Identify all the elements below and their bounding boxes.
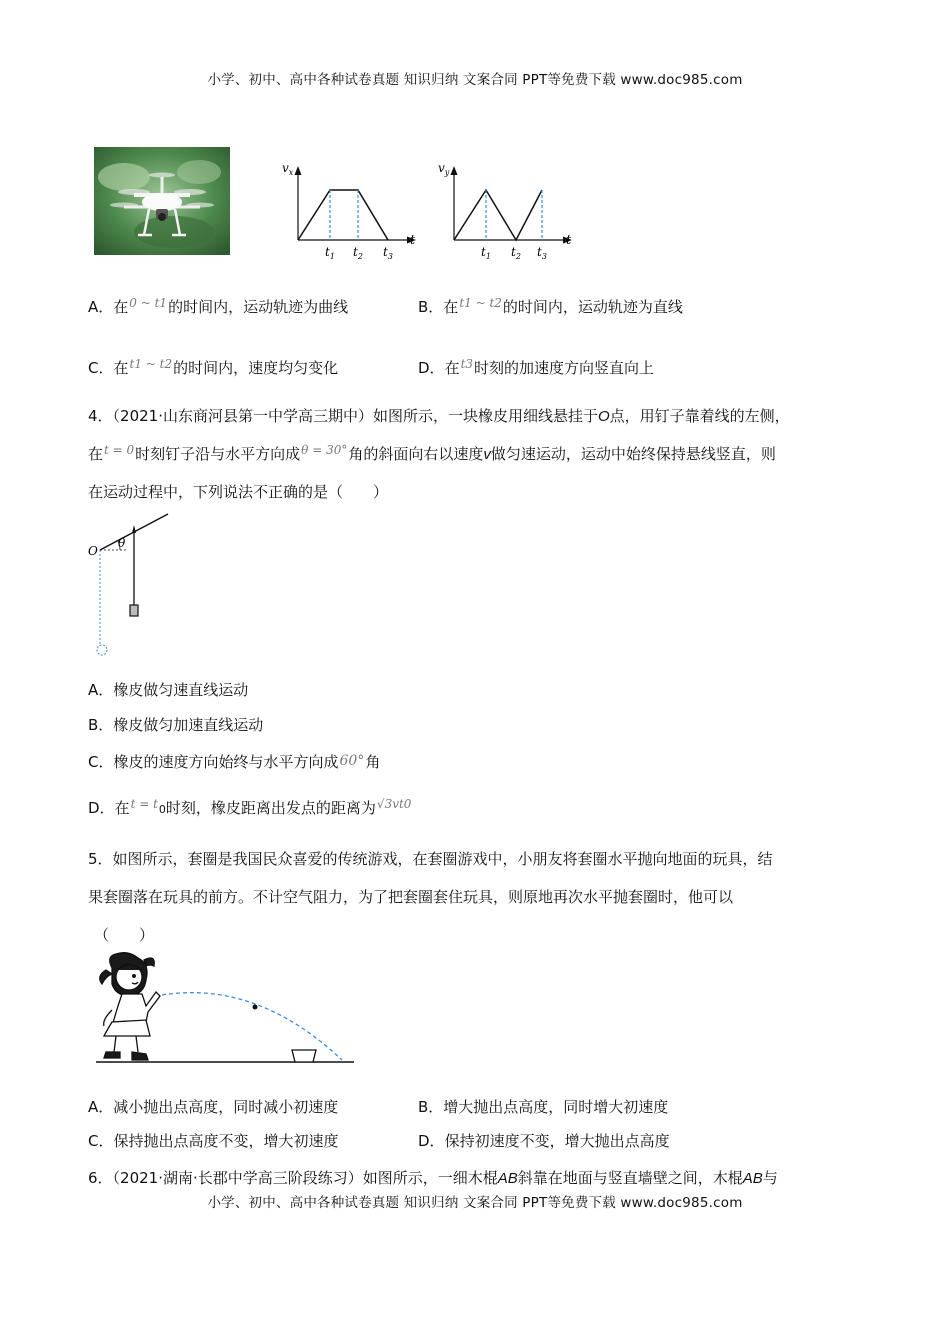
o-label: O	[88, 544, 98, 558]
t-axis-label: t	[566, 233, 572, 248]
ring-dot	[253, 1005, 258, 1010]
vx-label: $v_x$	[282, 161, 294, 177]
q4-stem-line2: 在$^{t = 0}$时刻钉子沿与水平方向成$^{\theta = 30^\circ}$角的斜面向右以速度v做匀速运动，运动中始终保持悬线竖直，则	[88, 443, 776, 463]
q4-option-d: D．在$^{t = t}$0时刻，橡皮距离出发点的距离为$^{√3vt0}$	[88, 797, 412, 817]
svg-text:t2: $t_2$	[353, 245, 363, 261]
page-footer: 小学、初中、高中各种试卷真题 知识归纳 文案合同 PPT等免费下载 www.doc985.com	[207, 1195, 743, 1211]
q4-stem-line1: 4．（2021·山东商河县第一中学高三期中）如图所示，一块橡皮用细线悬挂于O点，用钉子靠着线的左侧，	[88, 407, 790, 425]
svg-text:t3: $t_3$	[537, 245, 547, 261]
q5-option-c: C．保持抛出点高度不变，增大初速度	[88, 1132, 339, 1150]
page-header: 小学、初中、高中各种试卷真题 知识归纳 文案合同 PPT等免费下载 www.doc985.com	[207, 72, 743, 88]
vy-label: $v_y$	[438, 161, 450, 177]
svg-text:t2: $t_2$	[511, 245, 521, 261]
theta-label: θ	[118, 536, 126, 550]
q3-option-d: D．在$^{t3}$时刻的加速度方向竖直向上	[418, 357, 655, 377]
q4-option-b: B．橡皮做匀加速直线运动	[88, 716, 264, 734]
girl-illustration	[100, 953, 160, 1060]
q3-option-b: B．在$^{t1 \sim t2}$的时间内，运动轨迹为直线	[418, 296, 683, 316]
q4-figure	[86, 510, 176, 664]
q4-option-a: A．橡皮做匀速直线运动	[88, 681, 249, 699]
q3-option-a: A．在$^{0 \sim t1}$的时间内，运动轨迹为曲线	[88, 296, 349, 316]
drone-photo	[94, 147, 230, 255]
vx-curve	[298, 190, 388, 240]
q4-option-c: C．橡皮的速度方向始终与水平方向成60°角	[88, 753, 381, 771]
t-axis-label: t	[410, 233, 416, 248]
q5-figure	[92, 950, 357, 1069]
q6-stem-line1: 6．（2021·湖南·长郡中学高三阶段练习）如图所示，一细木棍AB斜靠在地面与竖直墙壁之间，木棍AB与	[88, 1169, 778, 1187]
q5-option-d: D．保持初速度不变，增大抛出点高度	[418, 1132, 670, 1150]
vx-t-graph	[278, 156, 418, 265]
svg-text:t1: $t_1$	[325, 245, 335, 261]
eraser	[130, 605, 138, 616]
q4-stem-line3: 在运动过程中，下列说法不正确的是（ ）	[88, 483, 389, 501]
q5-stem-line2: 果套圈落在玩具的前方。不计空气阻力，为了把套圈套住玩具，则原地再次水平抛套圈时，他可以	[88, 888, 734, 906]
nail	[132, 525, 136, 533]
svg-text:t3: $t_3$	[383, 245, 393, 261]
q5-stem-line3: （ ）	[94, 926, 155, 944]
q5-option-a: A．减小抛出点高度，同时减小初速度	[88, 1098, 339, 1116]
vy-curve	[454, 190, 542, 240]
vy-t-graph	[434, 156, 579, 265]
svg-text:t1: $t_1$	[481, 245, 491, 261]
q3-option-c: C．在$^{t1 \sim t2}$的时间内，速度均匀变化	[88, 357, 339, 377]
toy	[292, 1050, 316, 1062]
q5-option-b: B．增大抛出点高度，同时增大初速度	[418, 1098, 669, 1116]
q5-stem-line1: 5．如图所示，套圈是我国民众喜爱的传统游戏，在套圈游戏中，小朋友将套圈水平抛向地面的玩具，结	[88, 850, 773, 868]
